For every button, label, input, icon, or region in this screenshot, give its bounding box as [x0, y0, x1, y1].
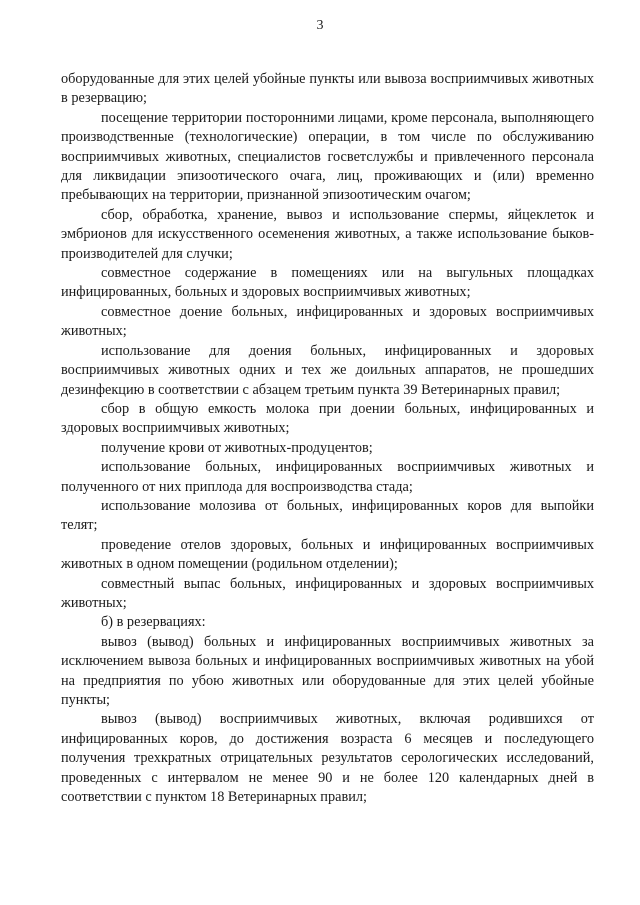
paragraph: совместное содержание в помещениях или на выгульных площадках инфицированных, больных и здоровых восприимчивых животных;: [61, 265, 594, 301]
paragraph: сбор, обработка, хранение, вывоз и использование спермы, яйцеклеток и эмбрионов для искусственного осеменения животных, а также использование быков-производителей для случки;: [61, 206, 594, 262]
section-heading: б) в резервациях:: [101, 614, 206, 631]
paragraph: вывоз (вывод) больных и инфицированных восприимчивых животных за исключением вывоза больных и инфицированных восприимчивых животных на убой на предприятия по убою животных или оборудованные для этих целей убойные пункты;: [61, 633, 594, 708]
paragraph: использование молозива от больных, инфицированных коров для выпойки телят;: [61, 497, 594, 534]
paragraph: использование для доения больных, инфицированных и здоровых восприимчивых животных одних и тех же доильных аппаратов, не прошедших дезинфекцию в соответствии с абзацем третьим пункта 39 Ветеринарных правил;: [61, 342, 594, 398]
paragraph: использование больных, инфицированных восприимчивых животных и полученного от них приплода для воспроизводства стада;: [61, 459, 594, 495]
paragraph: сбор в общую емкость молока при доении больных, инфицированных и здоровых восприимчивых животных;: [61, 400, 594, 437]
paragraph: посещение территории посторонними лицами, кроме персонала, выполняющего производственные (технологические) операции, в том числе по обслуживанию восприимчивых животных, специалистов госветслужбы и привлеченного персонала для ликвидации эпизоотического очага, лиц, проживающих и (или) временно пребывающих на территории, признанной эпизоотическим очагом;: [61, 109, 594, 204]
paragraph: совместный выпас больных, инфицированных и здоровых восприимчивых животных;: [61, 575, 594, 611]
paragraph: оборудованные для этих целей убойные пункты или вывоза восприимчивых животных в резервацию;: [61, 71, 594, 107]
paragraph: получение крови от животных-продуцентов;: [101, 439, 373, 456]
paragraph: вывоз (вывод) восприимчивых животных, включая родившихся от инфицированных коров, до достижения возраста 6 месяцев и последующего получения трехкратных отрицательных результатов серологических исследований, проведенных с интервалом не менее 90 и не более 120 календарных дней в соответствии с пунктом 18 Ветеринарных правил;: [61, 711, 594, 806]
paragraph: проведение отелов здоровых, больных и инфицированных восприимчивых животных в одном помещении (родильном отделении);: [61, 536, 594, 573]
document-body: [61, 70, 594, 807]
paragraph: совместное доение больных, инфицированных и здоровых восприимчивых животных;: [61, 303, 594, 340]
page-number: 3: [316, 18, 324, 33]
